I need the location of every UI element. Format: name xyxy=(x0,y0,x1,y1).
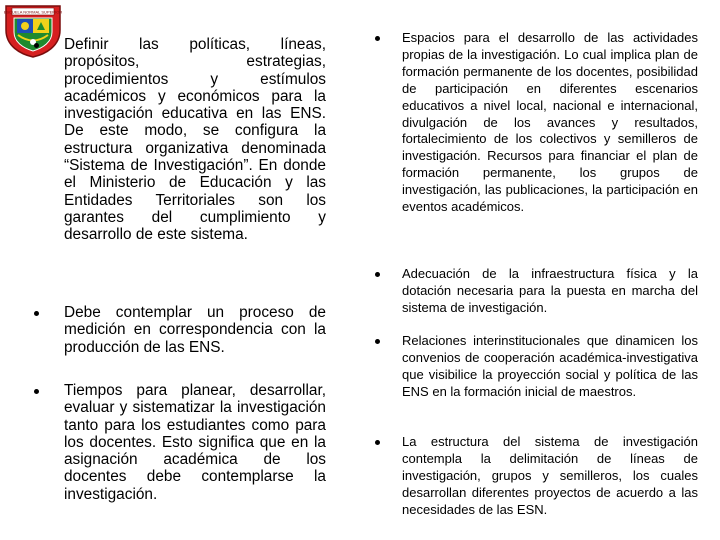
logo-banner-text: ESCUELA NORMAL SUPERIOR xyxy=(3,9,63,15)
list-item: La estructura del sistema de investigación contempla la delimitación de líneas de investigación, grupos y semilleros, los cuales desarrollan diferentes proyectos de acuerdo a las necesidades de las ESN. xyxy=(402,434,698,517)
list-item: Tiempos para planear, desarrollar, evaluar y sistematizar la investigación tanto para los estudiantes como para los docentes. Esto significa que en la asignación académica de los docentes debe contemplarse la investigación. xyxy=(64,382,326,503)
list-item: Relaciones interinstitucionales que dinamicen los convenios de cooperación académica-investigativa que visibilice la proyección social y política de las ENS en la formación inicial de maestros. xyxy=(402,333,698,399)
list-item: Espacios para el desarrollo de las actividades propias de la investigación. Lo cual implica plan de formación permanente de los docentes, posibilidad de participación en diferentes escenarios educativos a nivel local, nacional e internacional, divulgación de los avances y resultados, fortalecimiento de los colectivos y semilleros de investigación. Recursos para financiar el plan de formación permanente, los grupos de investigación, las publicaciones, la participación en eventos académicos. xyxy=(402,30,698,215)
list-item: Definir las políticas, líneas, propósitos, estrategias, procedimientos y estímulos académicos y económicos para la investigación educativa en las ENS. De este modo, se configura la estructura organizativa denominada “Sistema de Investigación”. En donde el Ministerio de Educación y las Entidades Territoriales son los garantes del cumplimiento y desarrollo de este sistema. xyxy=(64,36,326,244)
list-item: Debe contemplar un proceso de medición en correspondencia con la producción de las ENS. xyxy=(64,304,326,356)
school-crest-logo xyxy=(2,2,64,58)
list-item: Adecuación de la infraestructura física y la dotación necesaria para la puesta en marcha del sistema de investigación. xyxy=(402,266,698,315)
